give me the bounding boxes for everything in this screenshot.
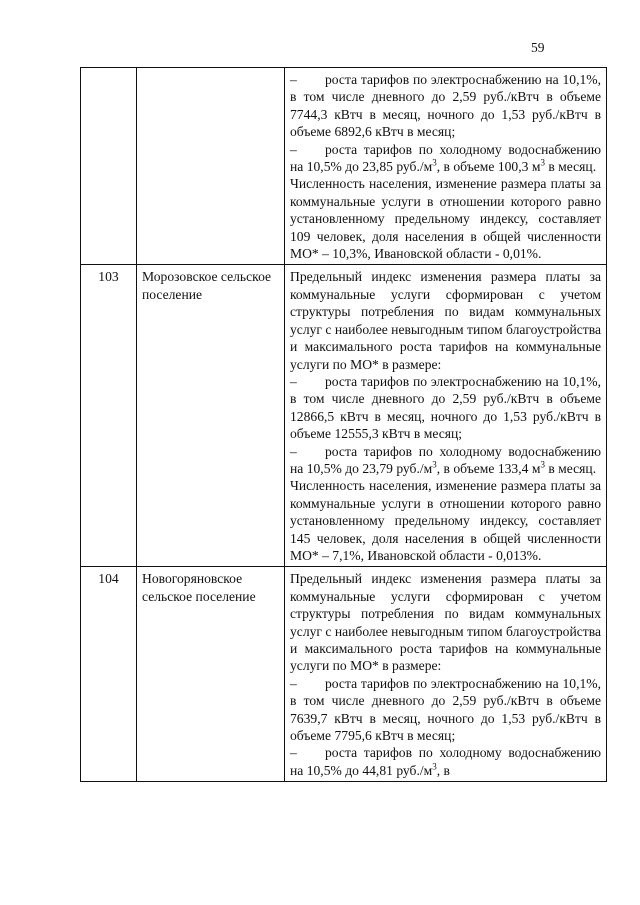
dash-bullet: – [290, 141, 297, 157]
description-paragraph: Предельный индекс изменения размера платы за коммунальные услуги сформирован с учетом структуры потребления по видам коммунальных услуг с наиболее невыгодным типом благоустройства и максимального роста тарифов на коммунальные услуги по МО* в размере: [290, 571, 602, 674]
municipality-name [137, 68, 285, 265]
municipality-name: Морозовское сельское поселение [137, 265, 285, 567]
electricity-tariff-item: – роста тарифов по электроснабжению на 10,1%, в том числе дневного до 2,59 руб./кВтч в объеме 7639,7 кВтч в месяц, ночного до 1,53 руб./кВтч в объеме 7795,6 кВтч в месяц; [290, 675, 601, 744]
dash-bullet: – [290, 745, 297, 761]
water-tariff-item: – роста тарифов по холодному водоснабжению на 10,5% до 23,85 $руб./м^3$, в объеме 100,3 $м^3$ в месяц. [290, 141, 601, 175]
dash-bullet: – [290, 675, 297, 691]
table-row [81, 68, 607, 265]
table-row [81, 265, 607, 567]
description-cell [285, 68, 607, 265]
electricity-tariff-item: – роста тарифов по электроснабжению на 10,1%, в том числе дневного до 2,59 руб./кВтч в объеме 7744,3 кВтч в месяц, ночного до 1,53 руб./кВтч в объеме 6892,6 кВтч в месяц; [290, 72, 601, 140]
electricity-tariff-item: – роста тарифов по электроснабжению на 10,1%, в том числе дневного до 2,59 руб./кВтч в объеме 12866,5 кВтч в месяц, ночного до 1,53 руб./кВтч в объеме 12555,3 кВтч в месяц; [290, 373, 601, 442]
description-cell [285, 265, 607, 567]
row-number: 104 [81, 567, 137, 782]
page-number: 59 [531, 40, 545, 55]
dash-bullet: – [290, 72, 297, 87]
description-cell [285, 567, 607, 782]
description-paragraph: Численность населения, изменение размера платы за коммунальные услуги в отношении которого равно установленному предельному индексу, составляет 145 человек, доля населения в общей численности МО* – 7,1%, Ивановской области - 0,013%. [290, 478, 601, 563]
water-tariff-item: – роста тарифов по холодному водоснабжению на 10,5% до 23,79 $руб./м^3$, в объеме 133,4 $м^3$ в месяц. [290, 443, 601, 476]
tariff-table [80, 67, 607, 782]
description-paragraph: Предельный индекс изменения размера платы за коммунальные услуги сформирован с учетом структуры потребления по видам коммунальных услуг с наиболее невыгодным типом благоустройства и максимального роста тарифов на коммунальные услуги по МО* в размере: [290, 269, 602, 372]
dash-bullet: – [290, 443, 297, 459]
dash-bullet: – [290, 373, 297, 389]
row-number [81, 68, 137, 265]
water-tariff-item: – роста тарифов по холодному водоснабжению на 10,5% до 44,81 $руб./м^3$, в [290, 745, 601, 778]
description-paragraph: Численность населения, изменение размера платы за коммунальные услуги в отношении которого равно установленному предельному индексу, составляет 109 человек, доля населения в общей численности МО* – 10,3%, Ивановской области - 0,01%. [290, 176, 601, 262]
table-row [81, 567, 607, 782]
row-number: 103 [81, 265, 137, 567]
municipality-name: Новогоряновское сельское поселение [137, 567, 285, 782]
